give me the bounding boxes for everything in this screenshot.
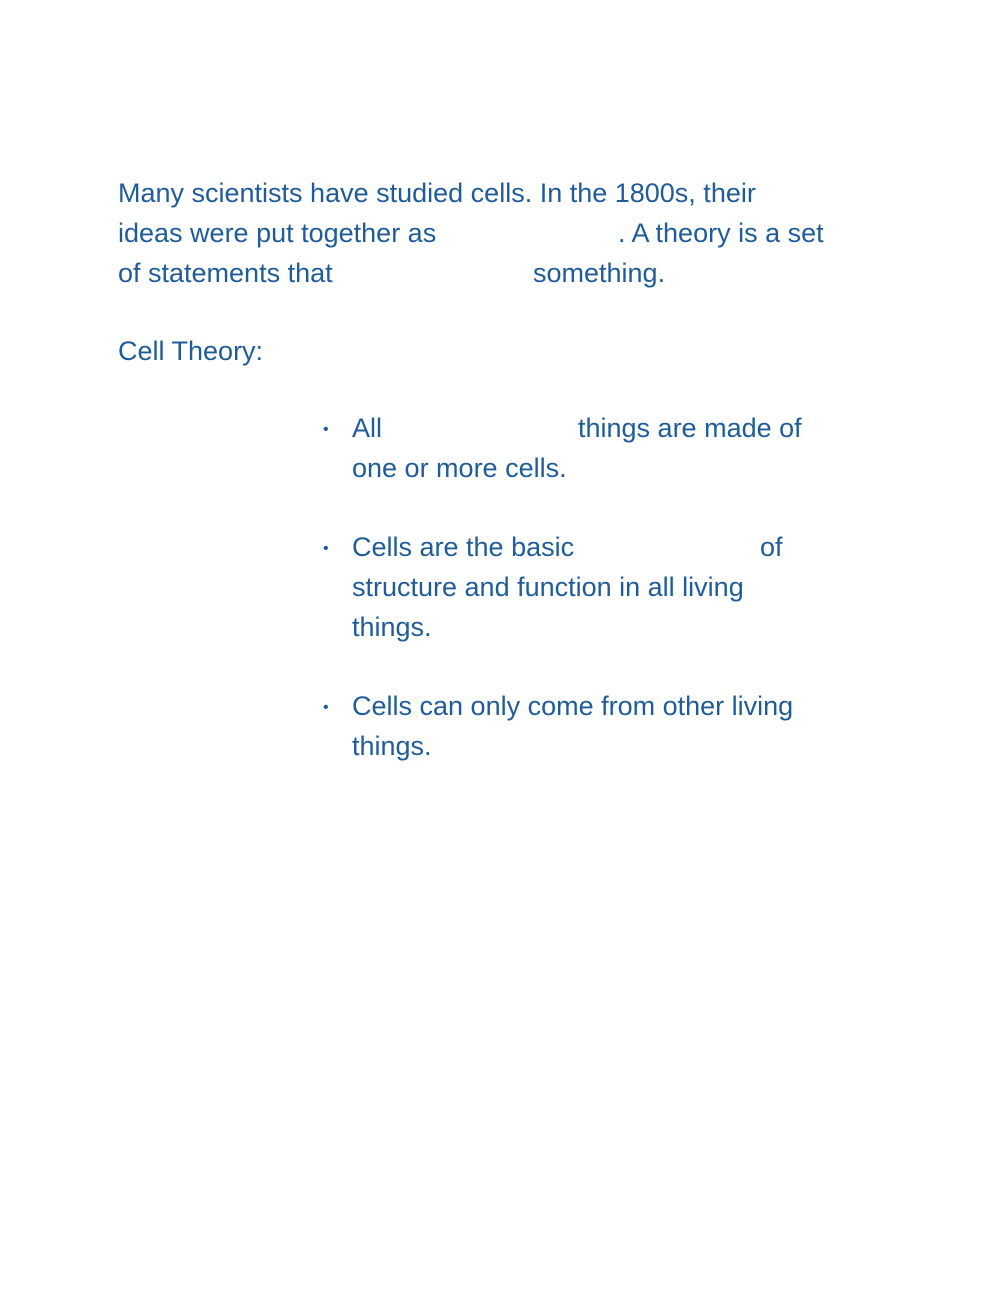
intro-line-2-text-b: . A theory is a set: [618, 218, 824, 248]
statement-1-line-1: [352, 408, 852, 448]
statement-2-line-1: [352, 527, 852, 567]
intro-line-3-text-b: something.: [533, 258, 666, 288]
blank-unit[interactable]: [597, 527, 752, 563]
statement-1-text-a: All: [352, 413, 383, 443]
blank-theory-verb[interactable]: [368, 253, 528, 289]
statement-2-text-a: Cells are the basic: [352, 532, 575, 562]
statement-2-line-2: structure and function in all living: [352, 572, 744, 602]
statement-1-text-b: things are made of: [578, 413, 802, 443]
intro-line-2-text-a: ideas were put together as: [118, 218, 437, 248]
intro-line-2: [118, 213, 878, 253]
statement-2-text-b: of: [760, 532, 783, 562]
intro-line-3: [118, 253, 878, 293]
blank-theory-name[interactable]: [473, 213, 613, 249]
statement-2-line-3: things.: [352, 612, 432, 642]
statement-3-line-2: things.: [352, 731, 432, 761]
bullet-icon: •: [323, 421, 329, 438]
bullet-icon: •: [323, 540, 329, 557]
statement-3-line-1: Cells can only come from other living: [352, 691, 794, 721]
intro-line-1: Many scientists have studied cells. In the 1800s, their: [118, 178, 756, 208]
section-heading: Cell Theory:: [118, 336, 264, 366]
bullet-icon: •: [323, 699, 329, 716]
statement-1-line-2: one or more cells.: [352, 453, 567, 483]
blank-living[interactable]: [392, 408, 572, 444]
intro-line-3-text-a: of statements that: [118, 258, 333, 288]
